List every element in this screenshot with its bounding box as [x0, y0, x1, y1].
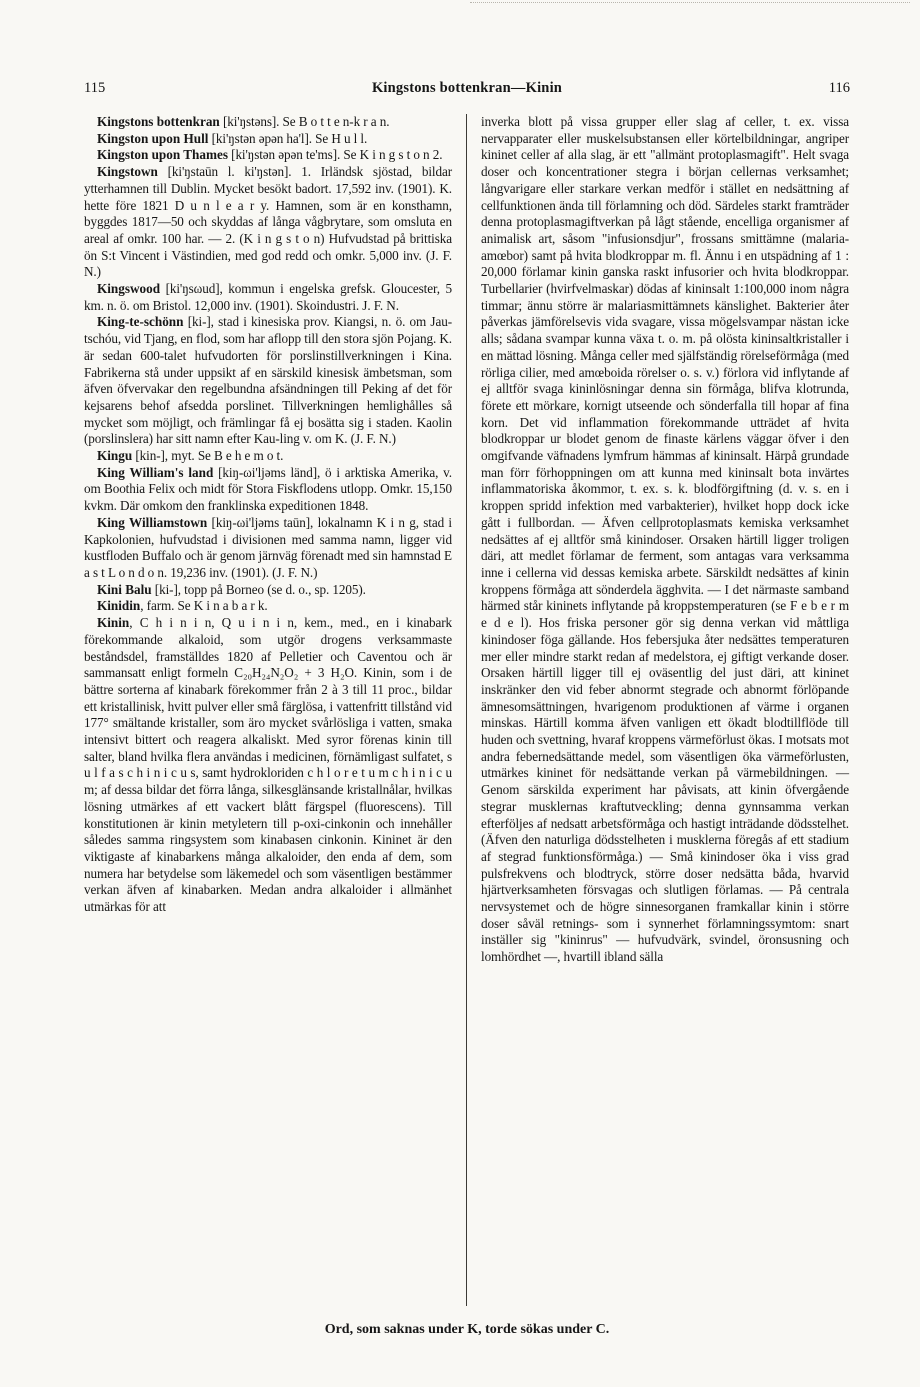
entry-text: [ki'ŋstəns]. Se B o t t e n-k r a n. — [219, 114, 390, 129]
entry-kingu — [84, 448, 452, 465]
entry-headword: King Williamstown — [97, 514, 208, 530]
entry-text: [ki-], stad i kinesiska prov. Kiangsi, n. ö. om Jau-tschóu, vid Tjang, en flod, som har aflopp till den stora sjön Pojang. K. är sedan 600-talet hufvudorten för porslinstillverkningen i Kina. Fabrikerna stå under uppsikt af en särskild kinesisk ämbetsman, som äfven öfvervakar den regelbundna afsändningen till Peking af det för kejsarens behof afsedda porslinet. Tillverkningen hemlighålles så mycket som möjligt, och främlingar få ej bosätta sig i staden. Kaolin (porslinslera) har sitt namn efter Kau-ling v. om K. (J. F. N.) — [84, 314, 452, 447]
entry-text: [ki-], topp på Borneo (se d. o., sp. 1205). — [151, 581, 366, 597]
entry-text: [kiŋ-ωi'ljəms länd], ö i arktiska Amerika, v. om Boothia Felix och midt för Stora Fiskflodens utlopp. Omkr. 15,150 kvkm. Där omkom den franklinska expeditionen 1848. — [84, 464, 452, 514]
page-header — [84, 80, 850, 97]
entry-kingston-upon-hull — [84, 131, 452, 148]
entry-text: , C h i n i n, Q u i n i n, kem., med., en i kinabark förekommande alkaloid, som utgör drogens verksammaste beståndsdel, framställdes 1820 af Pelletier och Caventou och är sammansatt enligt formeln C₂₀H₂₄N₂O₂ + 3 H₂O. Kinin, som i de bättre sorterna af kinabark förekommer från 2 à 3 till 11 proc., bildar ett kristallinisk, hvitt pulver eller små färglösa, i vattenfritt tillstånd vid 177° smältande kristaller, som äro mycket svårlösliga i vatten, smaka intensivt bittert och reagera alkaliskt. Med syror förenas kinin till salter, bland hvilka flera användas i medicinen, förnämligast sulfatet, s u l f a s c h i n i c u s, samt hydrokloriden c h l o r e t u m c h i n i c u m; af dessa bildar det förra långa, silkesglänsande kristallnålar, hvilkas lösning utmärkes af ett vackert blått färgspel (fluorescens). Till konstitutionen är kinin metyletern till p-oxi-cinkonin och innehåller således samma ringsystem som kinabasen cinkonin. Kininet är den viktigaste af kinabarkens många alkaloider, den enda af dem, som numera har betydelse som läkemedel och som väsentligen bestämmer verkan äfven af kinabarken. Medan andra alkaloider i allmänhet utmärkas för att — [84, 615, 452, 915]
entry-kingstons-bottenkran — [84, 114, 452, 131]
entry-king-te-schonn — [84, 314, 452, 448]
two-column-text-block — [84, 114, 850, 1306]
entry-headword: Kingswood — [97, 281, 161, 297]
entry-headword: Kingston upon Hull — [97, 130, 209, 146]
entry-text: [kin-], myt. Se B e h e m o t. — [132, 448, 284, 464]
scan-artifact-line — [470, 2, 910, 3]
entry-headword: King William's land — [97, 464, 214, 480]
entry-text: [ki'ŋstən əpən te'ms]. Se K i n g s t o n 2. — [227, 147, 443, 163]
entry-kingstown — [84, 164, 452, 281]
entry-king-williams-land — [84, 465, 452, 515]
entry-headword: Kini Balu — [97, 581, 152, 597]
entry-kini-balu — [84, 582, 452, 599]
entry-king-williamstown — [84, 515, 452, 582]
entry-headword: King-te-schönn — [97, 314, 184, 330]
left-page-number: 115 — [84, 80, 106, 96]
entry-kinin-continuation: inverka blott på vissa grupper eller slag af celler, t. ex. vissa nervapparater eller muskelsubstansen eller körtelbildningar, angriper kininet celler af alla slag, är ett "allmänt protoplasmagift". Helt svaga doser och koncentrationer stegra i början cellernas verksamhet; långvarigare eller starkare verkan medför i stället en nedsättning af cellfunktionen ända till förlamning och död. Särdeles starkt framträder denna protoplasmagiftverkan på lågt stående, encelliga organismer af animalisk art, såsom "infusionsdjur", frossans smittämne (malaria-amœbor) samt på hvita blodkroppar m. fl. Ännu i en utspädning af 1 : 20,000 förlamar kinin ganska raskt infusorier och hvita blodkroppar. Turbellarier (hvirfvelmaskar) dödas af kininsalt 1:100,000 inom några timmar; ännu större är malariasmittämnets känslighet. Bakterier åter påverkas jämförelsevis vida svagare, vissa mögelsvampar nästan icke alls; sådana svampar kunna växa t. o. m. på olösta kininsaltkristaller i en mättad lösning. Många celler med själfständig rörelseförmåga (med rörliga cilier, med amœboida rörelser o. s. v.) förlora vid inflytande af ej alltför svaga kininlösningar denna sin förmåga, blifva klotrunda, förete ett mörkare, kornigt utseende och sönderfalla till hopar af fina korn. Det vid inflammation förekommande utträdet af hvita blodkroppar ur blodet genom de finaste kärlens väggar öfver i den omgifvande väfnadens lymfrum hämmas af kininsalt. Härpå grundade man förr förhoppningen om att kunna med kininsalt bota invärtes inflammatoriska åkommor, t. ex. s. k. blodförgiftning (d. v. s. en i kroppen spridd infektion med varbakterier), hvilket hopp dock icke gått i fullbordan. — Äfven cellprotoplasmats kemiska verksamhet nedsättes af ej alltför små kinindoser. Orsaken härtill ligger troligen däri, att medlet förlamar de ferment, som antagas vara verksamma inne i cellerna vid dessas kemiska arbete. Särskildt nedsättes af kinin kroppens förmåga att sönderdela ägghvita. — I det närmaste samband härmed står kininets inflytande på kroppstemperaturen (se F e b e r m e d e l). Hos friska personer gör sig denna verkan vid måttliga kinindoser föga gällande. Hos febersjuka åter nedsättes temperaturen mer eller mindre starkt redan af medelstora, ej giftigt verkande doser. Orsaken härtill ligger till ej oväsentlig del just däri, att kininet inskränker den vid feber abnormt stegrade och abnormt förlöpande ämnesomsättningen, hvarigenom produktionen af värme i organen minskas. Härtill komma äfven vanligen ett ökadt blodtillflöde till huden och svettning, hvaraf kroppens värmeförlust ökas. I motsats mot andra febernedsättande medel, som väsentligen öka värmeförlusten, utmärkes kininet för nedsättande verkan på värmebildningen. — Genom särskilda experiment har påvisats, att kinin öfvergående stegrar musklernas kraftutveckling; denna gynnsamma verkan efterföljes af nedsatt arbetsförmåga och hastigt inträdande dödsstelhet. (Äfven den naturliga dödsstelheten i musklerna föregås af ett stadium af stegrad funktionsförmåga.) — Små kinindoser öka i viss grad pulsfrekvens och blodtryck, större doser nedsätta båda, hvarvid hjärtverksamheten försvagas och slutligen förlamas. — På centrala nervsystemet och de högre sinnesorganen framkallar kinin i större doser såväl retnings- som i synnerhet förlamningssymtom: snart inställer sig "kininrus" — hufvudvärk, svindel, öronsusning och lomhördhet —, hvartill ibland sälla — [481, 114, 849, 965]
entry-headword: Kingstown — [97, 164, 158, 180]
entry-headword: Kingstons bottenkran — [97, 114, 220, 129]
right-page-number: 116 — [828, 80, 850, 96]
entry-text: [ki'ŋsωud], kommun i engelska grefsk. Gloucester, 5 km. n. ö. om Bristol. 12,000 inv. (1901). Skoindustri. J. F. N. — [84, 281, 452, 313]
entry-text: , farm. Se K i n a b a r k. — [140, 598, 268, 614]
entry-text: [ki'ŋstən əpən ha'l]. Se H u l l. — [208, 130, 368, 146]
entry-kinidin — [84, 598, 452, 615]
entry-text: [kiŋ-ωi'ljəms taūn], lokalnamn K i n g, stad i Kapkolonien, hufvudstad i divisionen med samma namn, ligger vid kustfloden Buffalo och är genom järnväg förenadt med sin hamnstad E a s t L o n d o n. 19,236 inv. (1901). (J. F. N.) — [84, 514, 452, 580]
column-divider-rule — [466, 114, 467, 1306]
entry-headword: Kinidin — [97, 598, 141, 614]
entry-kinin — [84, 615, 452, 916]
entry-headword: Kingu — [97, 448, 133, 464]
running-title: Kingstons bottenkran—Kinin — [371, 80, 563, 96]
entry-text: [ki'ŋstaūn l. ki'ŋstən]. 1. Irländsk sjöstad, bildar ytterhamnen till Dublin. Mycket besökt badort. 17,592 inv. (1901). K. hette före 1821 D u n l e a r y. Hamnen, som är en konsthamn, byggdes 1817—50 och skyddas af långa vågbrytare, som omsluta en areal af omkr. 100 har. — 2. (K i n g s t o n) Hufvudstad på brittiska ön S:t Vincent i Västindien, med god redd och omkr. 5,000 inv. (J. F. N.) — [84, 164, 452, 280]
footer-note: Ord, som saknas under K, torde sökas under C. — [324, 1322, 610, 1337]
entry-kingswood — [84, 281, 452, 314]
left-column — [84, 114, 452, 1306]
right-column — [481, 114, 849, 1306]
entry-headword: Kinin — [97, 615, 130, 631]
entry-headword: Kingston upon Thames — [97, 147, 228, 163]
entry-kingston-upon-thames — [84, 147, 452, 164]
